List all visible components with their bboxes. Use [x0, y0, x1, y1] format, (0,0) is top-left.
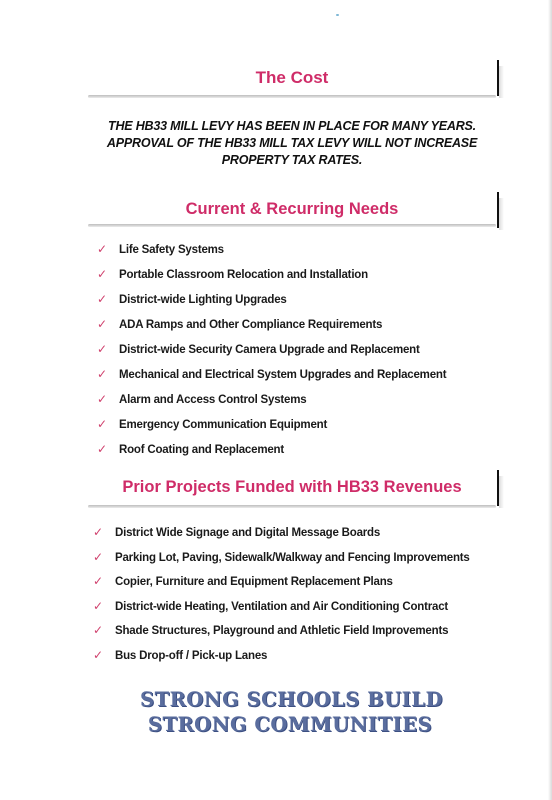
prior-heading: Prior Projects Funded with HB33 Revenues — [122, 478, 462, 496]
divider-tick-shadow — [499, 198, 504, 230]
needs-section-header — [88, 198, 496, 227]
list-item — [97, 419, 517, 444]
list-item — [93, 598, 513, 626]
list-item-label: Alarm and Access Control Systems — [119, 394, 307, 406]
check-icon: ✓ — [97, 292, 107, 306]
list-item-label: District-wide Lighting Upgrades — [119, 294, 287, 306]
list-item — [97, 369, 517, 394]
list-item — [97, 294, 517, 319]
page-edge-shadow — [548, 0, 552, 800]
list-item — [97, 444, 517, 469]
slogan-line-2: STRONG COMMUNITIES — [147, 713, 433, 736]
cost-notice — [96, 118, 488, 169]
list-item-label: ADA Ramps and Other Compliance Requirements — [119, 319, 383, 331]
divider-tick-shadow — [499, 476, 504, 508]
cost-divider — [88, 95, 496, 98]
prior-section-header — [88, 476, 496, 508]
needs-heading: Current & Recurring Needs — [185, 200, 399, 218]
slogan — [140, 687, 443, 737]
check-icon: ✓ — [97, 317, 107, 331]
list-item-label: Roof Coating and Replacement — [119, 444, 284, 456]
cost-heading: The Cost — [255, 68, 329, 87]
list-item — [97, 269, 517, 294]
cost-notice-line: APPROVAL OF THE HB33 MILL TAX LEVY WILL NOT INCREASE — [106, 136, 478, 150]
check-icon: ✓ — [97, 267, 107, 281]
prior-divider — [88, 505, 496, 508]
check-icon: ✓ — [97, 367, 107, 381]
check-icon: ✓ — [93, 574, 103, 588]
check-icon: ✓ — [97, 342, 107, 356]
check-icon: ✓ — [93, 598, 103, 613]
list-item-label: District-wide Heating, Ventilation and Air Conditioning Contract — [115, 600, 449, 613]
list-item — [97, 344, 517, 369]
list-item-label: Portable Classroom Relocation and Installation — [119, 269, 368, 281]
list-item — [97, 244, 517, 269]
check-icon: ✓ — [93, 647, 103, 662]
list-item-label: Shade Structures, Playground and Athletic Field Improvements — [115, 625, 449, 637]
needs-list — [97, 244, 517, 469]
list-item — [93, 647, 513, 675]
divider-tick-shadow — [499, 66, 504, 98]
list-item-label: Emergency Communication Equipment — [119, 419, 328, 431]
list-item — [97, 319, 517, 344]
check-icon: ✓ — [93, 549, 103, 564]
list-item-label: Copier, Furniture and Equipment Replacement Plans — [115, 576, 393, 588]
check-icon: ✓ — [97, 417, 107, 431]
list-item-label: District-wide Security Camera Upgrade and Replacement — [119, 344, 420, 356]
needs-divider — [88, 224, 496, 227]
list-item — [93, 576, 513, 601]
scan-speck — [336, 14, 339, 16]
list-item — [97, 394, 517, 419]
list-item-label: Parking Lot, Paving, Sidewalk/Walkway and Fencing Improvements — [115, 551, 470, 564]
check-icon: ✓ — [93, 623, 103, 637]
list-item — [93, 527, 513, 552]
slogan-line-1: STRONG SCHOOLS BUILD — [140, 688, 443, 711]
list-item-label: Life Safety Systems — [119, 244, 224, 256]
list-item-label: Mechanical and Electrical System Upgrades and Replacement — [119, 369, 447, 381]
check-icon: ✓ — [97, 392, 107, 406]
check-icon: ✓ — [97, 442, 107, 456]
list-item — [93, 549, 513, 577]
list-item — [93, 625, 513, 650]
cost-section-header — [88, 66, 496, 98]
cost-notice-line: PROPERTY TAX RATES. — [221, 153, 363, 167]
list-item-label: Bus Drop-off / Pick-up Lanes — [115, 649, 268, 662]
check-icon: ✓ — [93, 525, 103, 539]
prior-projects-list — [93, 527, 513, 674]
list-item-label: District Wide Signage and Digital Message Boards — [115, 527, 381, 539]
cost-notice-line: THE HB33 MILL LEVY HAS BEEN IN PLACE FOR MANY YEARS. — [108, 119, 476, 133]
check-icon: ✓ — [97, 242, 107, 256]
